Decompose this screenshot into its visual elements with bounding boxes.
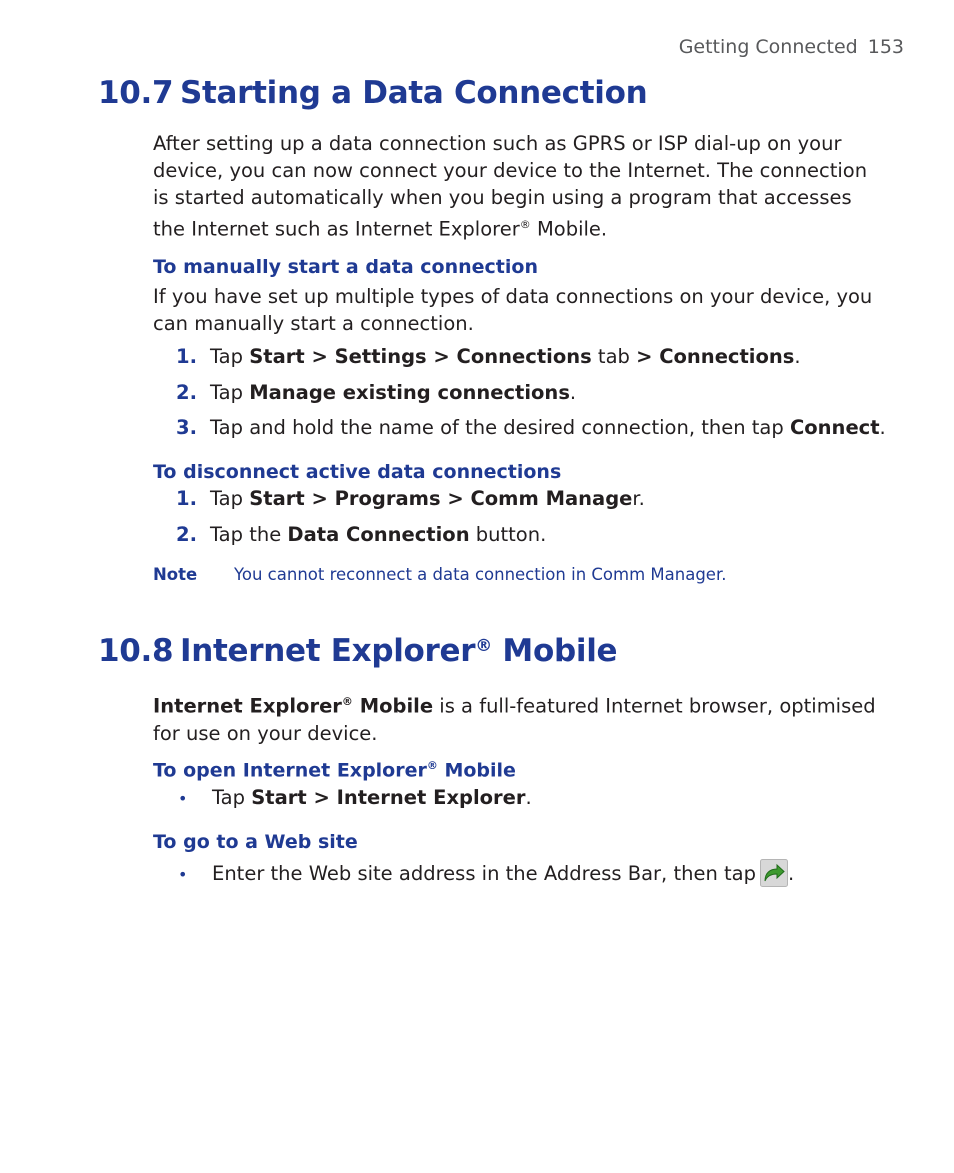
section-number: 10.7 bbox=[98, 75, 174, 111]
go-arrow-icon bbox=[760, 859, 788, 887]
step-bold: Start > Programs > Comm Manage bbox=[249, 487, 633, 510]
step-bold: Data Connection bbox=[287, 523, 470, 546]
step-text: . bbox=[879, 416, 886, 439]
manual-step-2 bbox=[176, 381, 576, 404]
section-heading-10-8 bbox=[98, 633, 617, 669]
step-bold: Connect bbox=[789, 416, 880, 439]
subheading-go-to-site: To go to a Web site bbox=[153, 831, 358, 853]
subheading-text-end: Mobile bbox=[437, 759, 516, 782]
note-label: Note bbox=[153, 565, 198, 584]
registered-mark: ® bbox=[519, 218, 531, 231]
step-text: tab bbox=[591, 345, 637, 368]
step-number: 2. bbox=[176, 381, 197, 404]
subheading-disconnect: To disconnect active data connections bbox=[153, 461, 562, 483]
bullet-mark: • bbox=[178, 789, 188, 808]
step-number: 3. bbox=[176, 416, 197, 439]
intro-text: After setting up a data connection such as GPRS or ISP dial-up on your device, you can now connect your device to the Internet. The connection is started automatically when you begin using a program that accesses the Internet such as Internet Explorer bbox=[153, 132, 868, 241]
go-to-site-bullet bbox=[176, 859, 794, 887]
step-bold: > Connections bbox=[636, 345, 795, 368]
intro-bold: Mobile bbox=[352, 694, 434, 718]
step-text: r. bbox=[632, 487, 645, 510]
bullet-mark: • bbox=[178, 865, 188, 884]
step-text: Tap and hold the name of the desired connection, then tap bbox=[210, 416, 790, 439]
disconnect-step-2 bbox=[176, 523, 546, 546]
section-heading-10-7 bbox=[98, 75, 647, 111]
manual-step-3 bbox=[176, 416, 886, 439]
section-title: Starting a Data Connection bbox=[180, 75, 648, 111]
section-title: Internet Explorer bbox=[180, 633, 476, 669]
page-number: 153 bbox=[867, 36, 904, 58]
registered-mark: ® bbox=[341, 695, 353, 708]
step-number: 2. bbox=[176, 523, 197, 546]
subheading-text: To open Internet Explorer bbox=[153, 759, 427, 782]
step-text: Tap bbox=[210, 487, 250, 510]
subheading-manual-start: To manually start a data connection bbox=[153, 256, 538, 278]
intro-text: is a full-featured Internet browser, optimised for use on your device. bbox=[153, 694, 876, 745]
step-bold: Start > Settings > Connections bbox=[249, 345, 592, 368]
subheading-open-ie bbox=[153, 759, 516, 781]
bullet-text: Tap bbox=[212, 786, 252, 809]
step-text: Tap bbox=[210, 345, 250, 368]
step-number: 1. bbox=[176, 487, 197, 510]
intro-bold: Internet Explorer bbox=[153, 694, 342, 718]
manual-step-1 bbox=[176, 345, 801, 368]
note-text: You cannot reconnect a data connection in Comm Manager. bbox=[234, 565, 727, 584]
step-text: . bbox=[569, 381, 577, 404]
bullet-text-end: . bbox=[787, 862, 795, 885]
section-number: 10.8 bbox=[98, 633, 174, 669]
registered-mark: ® bbox=[475, 636, 492, 656]
bullet-text: . bbox=[525, 786, 532, 809]
step-text: Tap bbox=[210, 381, 250, 404]
step-text: Tap the bbox=[210, 523, 288, 546]
step-number: 1. bbox=[176, 345, 197, 368]
disconnect-step-1 bbox=[176, 487, 645, 510]
step-text: button. bbox=[469, 523, 547, 546]
section-title-end: Mobile bbox=[491, 633, 618, 669]
manual-start-text: If you have set up multiple types of data connections on your device, you can manually start a connection. bbox=[153, 285, 873, 335]
intro-text-end: Mobile. bbox=[530, 217, 608, 241]
step-text: . bbox=[794, 345, 801, 368]
registered-mark: ® bbox=[426, 759, 438, 772]
step-bold: Manage existing connections bbox=[249, 381, 570, 404]
page-header bbox=[679, 36, 904, 58]
open-ie-bullet bbox=[176, 786, 532, 809]
header-section: Getting Connected bbox=[678, 36, 858, 58]
bullet-text: Enter the Web site address in the Address Bar, then tap bbox=[212, 862, 756, 885]
bullet-bold: Start > Internet Explorer bbox=[251, 786, 526, 809]
section-intro bbox=[153, 130, 883, 243]
ie-intro bbox=[153, 688, 883, 747]
